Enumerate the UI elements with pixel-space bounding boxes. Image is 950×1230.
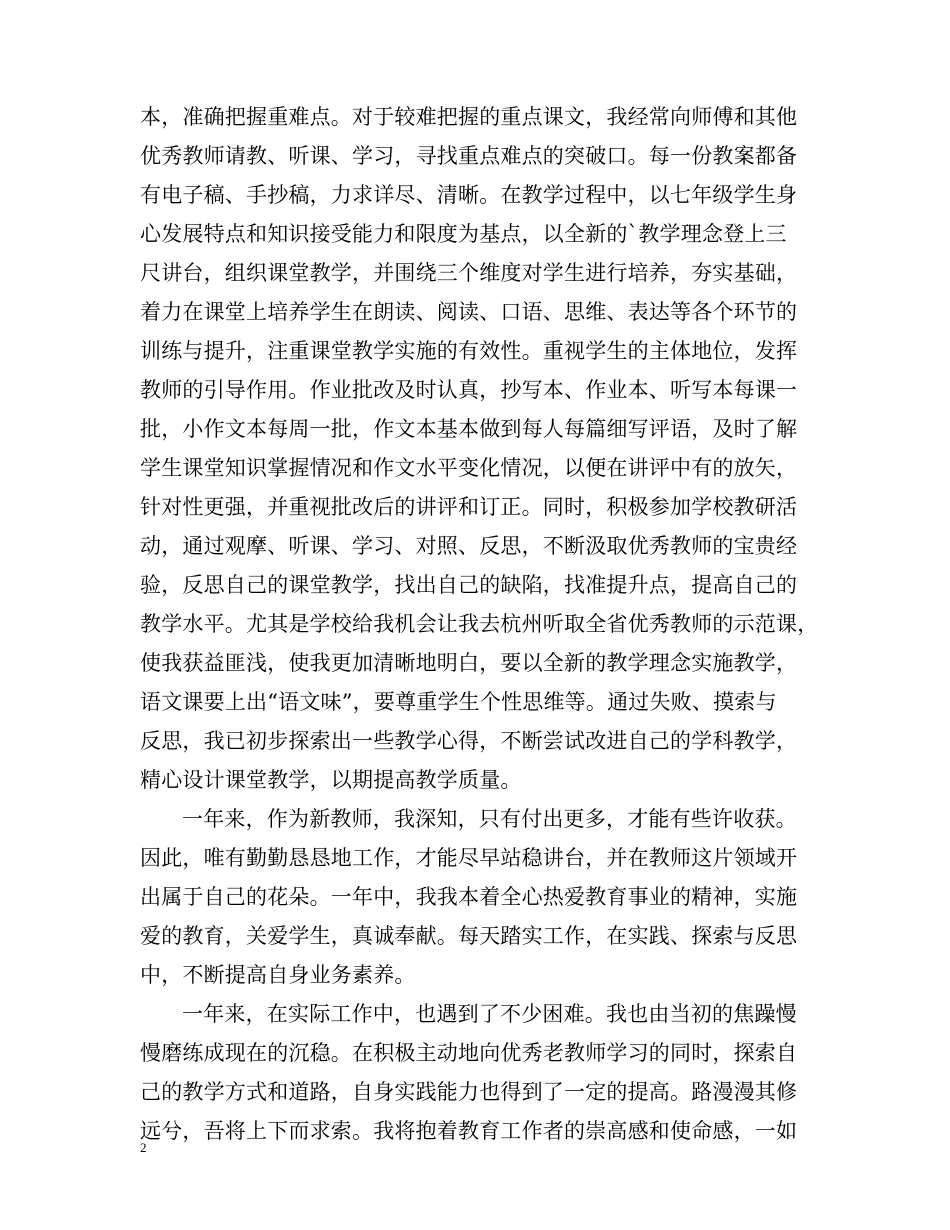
text-line: 精心设计课堂教学，以期提高教学质量。 — [140, 768, 522, 792]
text-line: 动，通过观摩、听课、学习、对照、反思，不断汲取优秀教师的宝贵经 — [140, 534, 798, 558]
text-line: 验，反思自己的课堂教学，找出自己的缺陷，找准提升点，提高自己的 — [140, 573, 798, 597]
text-line: 本，准确把握重难点。对于较难把握的重点课文，我经常向师傅和其他 — [140, 105, 798, 129]
text-line: 针对性更强，并重视批改后的讲评和订正。同时，积极参加学校教研活 — [140, 495, 798, 519]
text-line: 着力在课堂上培养学生在朗读、阅读、口语、思维、表达等各个环节的 — [140, 300, 798, 324]
text-line: 心发展特点和知识接受能力和限度为基点，以全新的`教学理念登上三 — [140, 222, 787, 246]
text-line: 优秀教师请教、听课、学习，寻找重点难点的突破口。每一份教案都备 — [140, 144, 798, 168]
page-number: 2 — [140, 1140, 147, 1155]
text-line: 慢磨练成现在的沉稳。在积极主动地向优秀老教师学习的同时，探索自 — [140, 1041, 798, 1065]
text-line: 语文课要上出“语文味”，要尊重学生个性思维等。通过失败、摸索与 — [140, 690, 777, 714]
body-text — [140, 98, 820, 1151]
text-line: 教学水平。尤其是学校给我机会让我去杭州听取全省优秀教师的示范课， — [140, 612, 819, 636]
text-line: 爱的教育，关爱学生，真诚奉献。每天踏实工作，在实践、探索与反思 — [140, 924, 798, 948]
paragraph-first-line: 一年来，作为新教师，我深知，只有付出更多，才能有些许收获。 — [182, 807, 797, 831]
text-line: 因此，唯有勤勤恳恳地工作，才能尽早站稳讲台，并在教师这片领域开 — [140, 846, 798, 870]
text-line: 中，不断提高自身业务素养。 — [140, 963, 416, 987]
text-line: 己的教学方式和道路，自身实践能力也得到了一定的提高。路漫漫其修 — [140, 1080, 798, 1104]
text-line: 尺讲台，组织课堂教学，并围绕三个维度对学生进行培养，夯实基础， — [140, 261, 798, 285]
text-line: 出属于自己的花朵。一年中，我我本着全心热爱教育事业的精神，实施 — [140, 885, 798, 909]
text-line: 有电子稿、手抄稿，力求详尽、清晰。在教学过程中，以七年级学生身 — [140, 183, 798, 207]
text-line: 训练与提升，注重课堂教学实施的有效性。重视学生的主体地位，发挥 — [140, 339, 798, 363]
text-line: 教师的引导作用。作业批改及时认真，抄写本、作业本、听写本每课一 — [140, 378, 798, 402]
text-line: 使我获益匪浅，使我更加清晰地明白，要以全新的教学理念实施教学， — [140, 651, 798, 675]
paragraph-first-line: 一年来，在实际工作中，也遇到了不少困难。我也由当初的焦躁慢 — [182, 1002, 797, 1026]
text-line: 反思，我已初步探索出一些教学心得，不断尝试改进自己的学科教学， — [140, 729, 798, 753]
text-line: 学生课堂知识掌握情况和作文水平变化情况，以便在讲评中有的放矢， — [140, 456, 798, 480]
text-line: 远兮，吾将上下而求索。我将抱着教育工作者的崇高感和使命感，一如 — [140, 1119, 798, 1143]
text-line: 批，小作文本每周一批，作文本基本做到每人每篇细写评语，及时了解 — [140, 417, 798, 441]
